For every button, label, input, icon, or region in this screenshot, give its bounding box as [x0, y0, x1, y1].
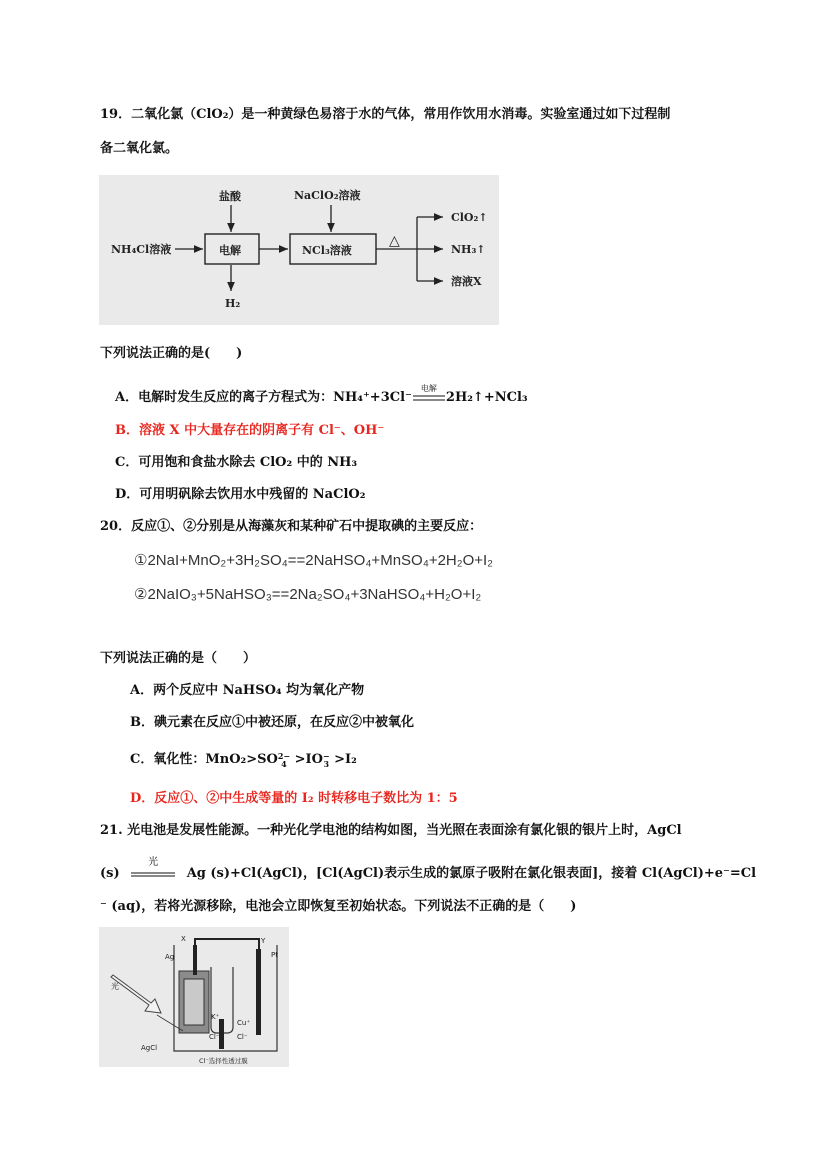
fig-pt-label: Pt	[271, 951, 278, 959]
q19-flow-diagram	[99, 175, 499, 325]
fig-light-label: 光	[111, 982, 119, 991]
box2-label: NCl₃溶液	[302, 244, 352, 257]
q20-option-c-suffix: >I₂	[329, 752, 357, 767]
q21-stem-line2	[100, 857, 757, 883]
naclo2-label: NaClO₂溶液	[294, 189, 361, 202]
q21-photocell-figure	[99, 927, 289, 1067]
out3-label: 溶液X	[451, 275, 482, 288]
h2-label: H₂	[225, 297, 241, 310]
fig-agcl-label: AgCl	[141, 1044, 158, 1052]
sulfate-charge-sub: 4	[281, 758, 287, 769]
q20-option-c-mid: >IO	[290, 752, 323, 767]
q19-prompt: 下列说法正确的是( )	[100, 346, 243, 361]
fig-ag-label: Ag	[165, 953, 175, 961]
q19-option-a-prefix: A．电解时发生反应的离子方程式为：NH₄⁺+3Cl⁻	[115, 390, 412, 405]
fig-cuplus-label: Cu⁺	[237, 1019, 251, 1027]
q19-option-a	[115, 384, 528, 407]
q20-equation-1: ①2NaI+MnO₂+3H₂SO₄==2NaHSO₄+MnSO₄+2H₂O+I₂	[134, 552, 494, 569]
photocell-svg	[99, 927, 289, 1067]
box1-label: 电解	[219, 244, 241, 257]
light-condition	[130, 857, 176, 883]
fig-membrane-label: Cl⁻选择性透过膜	[199, 1057, 248, 1065]
q19-option-d: D．可用明矾除去饮用水中残留的 NaClO₂	[115, 487, 366, 502]
q20-option-c-prefix: C．氧化性：MnO₂>SO	[130, 752, 278, 767]
q20-stem: 20．反应①、②分别是从海藻灰和某种矿石中提取碘的主要反应：	[100, 519, 483, 534]
out1-label: ClO₂↑	[451, 211, 488, 224]
q19-stem-line2: 备二氧化氯。	[100, 141, 179, 156]
q20-option-a: A．两个反应中 NaHSO₄ 均为氧化产物	[130, 683, 365, 698]
q19-option-a-suffix: 2H₂↑+NCl₃	[445, 390, 528, 405]
q20-option-c	[130, 751, 357, 769]
q21-stem-line1: 21. 光电池是发展性能源。一种光化学电池的结构如图，当光照在表面涂有氯化银的银片上时，AgCl	[100, 823, 682, 838]
q19-option-c: C．可用饱和食盐水除去 ClO₂ 中的 NH₃	[115, 455, 358, 470]
electrolysis-condition	[412, 384, 446, 407]
fig-y-label: Y	[261, 937, 266, 945]
iodate-charge-sup: −	[322, 750, 330, 761]
fig-kplus-label: K⁺	[211, 1013, 220, 1021]
sulfate-charge	[278, 752, 290, 768]
fig-x-label: X	[181, 935, 186, 943]
light-condition-label: 光	[148, 857, 159, 868]
q20-option-b: B．碘元素在反应①中被还原，在反应②中被氧化	[130, 715, 414, 730]
electrolysis-condition-label: 电解	[420, 384, 437, 393]
sulfate-charge-sup: 2−	[277, 750, 291, 761]
q20-equation-2: ②2NaIO₃+5NaHSO₃==2Na₂SO₄+3NaHSO₄+H₂O+I₂	[134, 586, 482, 603]
q21-stem-line2-prefix: (s)	[100, 866, 120, 881]
flow-diagram-svg	[99, 175, 499, 325]
out2-label: NH₃↑	[451, 243, 486, 256]
q19-option-b: B．溶液 X 中大量存在的阴离子有 Cl⁻、OH⁻	[115, 423, 385, 438]
iodate-charge	[323, 752, 330, 768]
q20-option-d: D．反应①、②中生成等量的 I₂ 时转移电子数比为 1：5	[130, 791, 458, 806]
q21-stem-line2-suffix: Ag (s)+Cl(AgCl)，[Cl(AgCl)表示生成的氯原子吸附在氯化银表面]，接着 Cl(AgCl)+e⁻=Cl	[186, 866, 757, 881]
fig-cl2-label: Cl⁻	[237, 1033, 248, 1041]
q19-stem-line1: 19．二氧化氯（ClO₂）是一种黄绿色易溶于水的气体，常用作饮用水消毒。实验室通过如下过程制	[100, 107, 671, 122]
q20-prompt: 下列说法正确的是（ ）	[100, 651, 257, 666]
q21-stem-line3: ⁻ (aq)，若将光源移除，电池会立即恢复至初始状态。下列说法不正确的是（ )	[100, 899, 577, 914]
hcl-label: 盐酸	[219, 190, 241, 203]
heat-symbol: △	[389, 233, 400, 249]
iodate-charge-sub: 3	[323, 758, 330, 769]
input-label: NH₄Cl溶液	[111, 243, 172, 256]
fig-cl1-label: Cl⁻	[209, 1033, 220, 1041]
